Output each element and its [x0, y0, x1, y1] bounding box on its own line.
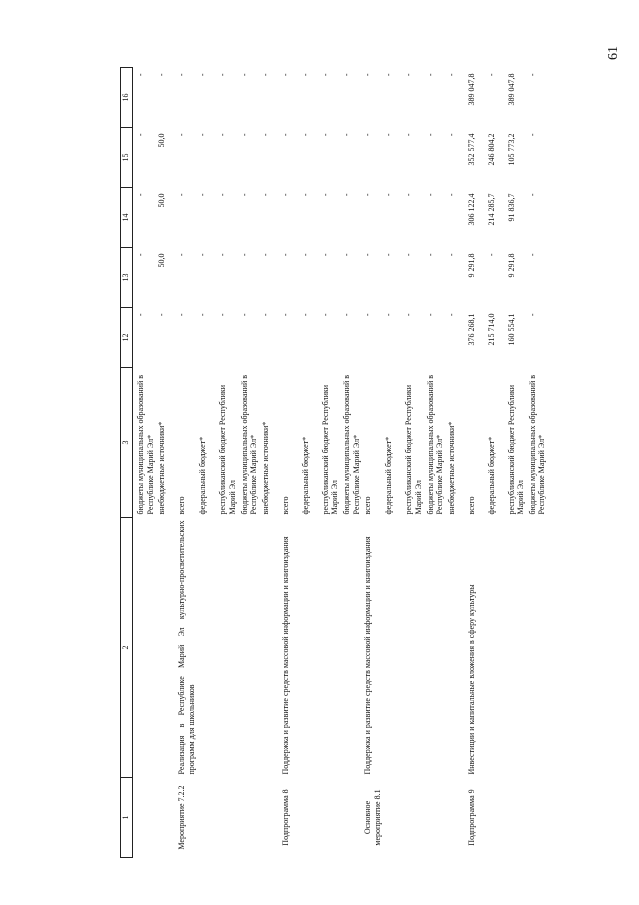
row-value-cell: -	[239, 313, 249, 317]
row-value-cell: 214 285,7	[486, 193, 496, 226]
row-value-cell: -	[425, 193, 435, 197]
row-code-cell	[217, 778, 238, 858]
row-value-cell: 389 047,8	[466, 73, 476, 106]
row-name-cell	[341, 518, 362, 778]
row-value-cell: -	[363, 253, 373, 257]
row-value-cell: 376 268,1	[466, 313, 476, 346]
row-code-cell	[446, 778, 466, 858]
row-value-cell: -	[527, 253, 537, 257]
row-source-cell: всего	[466, 496, 476, 515]
row-value-cell: -	[260, 133, 270, 137]
row-value-cell: -	[218, 193, 228, 197]
table-row	[239, 68, 260, 858]
row-value-cell: -	[384, 253, 394, 257]
row-source-cell: всего	[363, 496, 373, 515]
row-source-cell: всего	[280, 496, 290, 515]
table-row	[527, 68, 548, 858]
table-row	[156, 68, 176, 858]
row-value-cell: 306 122,4	[466, 193, 476, 226]
row-value-cell: -	[425, 253, 435, 257]
row-code-cell	[527, 778, 548, 858]
table-row	[320, 68, 341, 858]
row-value-cell: -	[198, 253, 208, 257]
row-value-cell: -	[260, 313, 270, 317]
row-value-cell: -	[280, 253, 290, 257]
row-value-cell: -	[280, 73, 290, 77]
row-value-cell: -	[446, 313, 456, 317]
row-name-cell: Реализация в Республике Марий Эл культурно-просветительских программ для школьников	[177, 520, 196, 775]
row-value-cell: 91 836,7	[506, 193, 516, 222]
row-value-cell: 246 804,2	[486, 133, 496, 166]
row-value-cell: -	[239, 73, 249, 77]
row-value-cell: -	[300, 73, 310, 77]
row-source-cell: республиканский бюджет Республики Марий Эл	[320, 384, 340, 515]
row-code-cell	[506, 778, 527, 858]
row-source-cell: всего	[177, 496, 187, 515]
row-code-cell	[300, 778, 320, 858]
row-value-cell: -	[218, 313, 228, 317]
row-code-cell: Подпрограмма 9	[466, 789, 476, 846]
row-value-cell: -	[239, 193, 249, 197]
table-row	[217, 68, 238, 858]
row-value-cell: -	[136, 193, 145, 197]
row-code-cell: Основное мероприятие 8.1	[363, 789, 382, 846]
row-value-cell: -	[157, 73, 167, 77]
row-value-cell: -	[198, 133, 208, 137]
row-value-cell: -	[300, 133, 310, 137]
row-value-cell: -	[486, 73, 496, 77]
row-code-cell	[260, 778, 280, 858]
header-col-14: 14	[121, 188, 133, 248]
row-source-cell: бюджеты муниципальных образований в Республике Марий Эл*	[527, 374, 547, 515]
row-value-cell: -	[280, 133, 290, 137]
table-row	[280, 68, 300, 858]
row-code-cell	[156, 778, 176, 858]
row-code-cell	[486, 778, 506, 858]
row-value-cell: -	[404, 313, 414, 317]
row-value-cell: -	[320, 133, 330, 137]
row-value-cell: -	[218, 253, 228, 257]
row-value-cell: -	[527, 133, 537, 137]
header-col-16: 16	[121, 68, 133, 128]
row-code-cell	[403, 778, 424, 858]
table-row	[506, 68, 527, 858]
header-col-3: 3	[121, 368, 133, 518]
table-row	[446, 68, 466, 858]
row-name-cell	[260, 518, 280, 778]
row-value-cell: -	[404, 73, 414, 77]
row-name-cell	[239, 518, 260, 778]
row-value-cell: -	[425, 73, 435, 77]
row-value-cell: -	[300, 253, 310, 257]
row-value-cell: -	[260, 253, 270, 257]
table-row	[486, 68, 506, 858]
row-name-cell	[156, 518, 176, 778]
row-code-cell	[239, 778, 260, 858]
row-value-cell: 50,0	[157, 133, 167, 148]
row-value-cell: -	[527, 73, 537, 77]
header-col-2: 2	[121, 518, 133, 778]
row-value-cell: -	[280, 313, 290, 317]
row-code-cell	[133, 778, 157, 858]
header-col-13: 13	[121, 248, 133, 308]
row-value-cell: -	[300, 313, 310, 317]
header-col-12: 12	[121, 308, 133, 368]
budget-table	[120, 67, 548, 858]
row-value-cell: -	[177, 133, 187, 137]
row-name-cell	[403, 518, 424, 778]
row-code-cell: Мероприятие 7.2.2	[177, 785, 187, 850]
row-value-cell: -	[384, 133, 394, 137]
row-value-cell: -	[404, 193, 414, 197]
row-name-cell	[133, 518, 157, 778]
row-value-cell: -	[320, 193, 330, 197]
row-value-cell: 105 773,2	[506, 133, 516, 166]
row-value-cell: -	[341, 73, 351, 77]
row-value-cell: -	[527, 313, 537, 317]
row-source-cell: бюджеты муниципальных образований в Республике Марий Эл*	[136, 374, 155, 515]
row-value-cell: -	[341, 133, 351, 137]
row-source-cell: республиканский бюджет Республики Марий Эл	[404, 384, 423, 515]
table-row	[466, 68, 486, 858]
row-name-cell: Поддержка и развитие средств массовой информации и книгоиздания	[280, 536, 290, 775]
row-code-cell	[341, 778, 362, 858]
row-value-cell: -	[198, 193, 208, 197]
row-value-cell: -	[425, 133, 435, 137]
table-row	[260, 68, 280, 858]
row-value-cell: 9 291,8	[466, 253, 476, 278]
row-source-cell: бюджеты муниципальных образований в Республике Марий Эл*	[341, 374, 361, 515]
row-value-cell: -	[260, 193, 270, 197]
row-source-cell: внебюджетные источники*	[260, 421, 270, 515]
header-col-1: 1	[121, 778, 133, 858]
row-value-cell: -	[446, 133, 456, 137]
row-value-cell: 160 554,1	[506, 313, 516, 346]
row-source-cell: бюджеты муниципальных образований в Республике Марий Эл*	[239, 374, 259, 515]
header-row	[121, 68, 133, 858]
row-value-cell: -	[384, 73, 394, 77]
row-value-cell: -	[363, 73, 373, 77]
row-name-cell	[486, 518, 506, 778]
row-source-cell: федеральный бюджет*	[486, 436, 496, 515]
row-source-cell: республиканский бюджет Республики Марий Эл	[218, 384, 237, 515]
table-row	[133, 68, 157, 858]
row-value-cell: -	[239, 133, 249, 137]
row-source-cell: федеральный бюджет*	[198, 436, 208, 515]
row-name-cell: Поддержка и развитие средств массовой информации и книгоиздания	[363, 536, 373, 775]
row-value-cell: -	[280, 193, 290, 197]
row-value-cell: 389 047,8	[506, 73, 516, 106]
row-source-cell: федеральный бюджет*	[300, 436, 310, 515]
row-value-cell: -	[404, 133, 414, 137]
row-value-cell: -	[446, 253, 456, 257]
row-source-cell: республиканский бюджет Республики Марий Эл	[506, 384, 526, 515]
row-code-cell	[320, 778, 341, 858]
row-value-cell: -	[177, 253, 187, 257]
row-name-cell	[383, 518, 403, 778]
row-value-cell: -	[157, 313, 167, 317]
row-value-cell: -	[527, 193, 537, 197]
row-value-cell: -	[260, 73, 270, 77]
row-value-cell: 215 714,0	[486, 313, 496, 346]
row-value-cell: -	[363, 133, 373, 137]
row-value-cell: -	[384, 193, 394, 197]
row-value-cell: -	[320, 73, 330, 77]
row-code-cell	[425, 778, 446, 858]
row-value-cell: -	[177, 73, 187, 77]
budget-table-container	[120, 68, 550, 858]
row-value-cell: -	[198, 313, 208, 317]
row-source-cell: внебюджетные источники*	[446, 421, 456, 515]
row-value-cell: -	[136, 313, 145, 317]
table-header	[121, 68, 133, 858]
row-value-cell: -	[239, 253, 249, 257]
table-row	[383, 68, 403, 858]
row-code-cell: Подпрограмма 8	[280, 789, 290, 846]
row-name-cell	[300, 518, 320, 778]
row-value-cell: -	[384, 313, 394, 317]
row-value-cell: -	[136, 253, 145, 257]
header-col-15: 15	[121, 128, 133, 188]
row-value-cell: -	[446, 193, 456, 197]
row-value-cell: 9 291,8	[506, 253, 516, 278]
row-value-cell: -	[404, 253, 414, 257]
table-row	[425, 68, 446, 858]
table-body	[133, 68, 549, 858]
row-value-cell: -	[177, 313, 187, 317]
row-value-cell: 352 577,4	[466, 133, 476, 166]
row-code-cell	[383, 778, 403, 858]
row-value-cell: -	[486, 253, 496, 257]
row-name-cell	[446, 518, 466, 778]
row-value-cell: 50,0	[157, 253, 167, 268]
row-value-cell: -	[363, 193, 373, 197]
row-value-cell: -	[218, 133, 228, 137]
row-value-cell: -	[218, 73, 228, 77]
row-value-cell: -	[363, 313, 373, 317]
row-name-cell	[217, 518, 238, 778]
row-name-cell	[425, 518, 446, 778]
row-value-cell: -	[446, 73, 456, 77]
table-row	[362, 68, 383, 858]
table-row	[341, 68, 362, 858]
table-row	[197, 68, 217, 858]
table-row	[176, 68, 197, 858]
row-value-cell: -	[341, 193, 351, 197]
row-value-cell: -	[136, 73, 145, 77]
row-value-cell: -	[320, 253, 330, 257]
row-name-cell	[197, 518, 217, 778]
page-number: 61	[606, 46, 621, 60]
row-name-cell	[527, 518, 548, 778]
row-name-cell: Инвестиции и капитальные вложения в сферу культуры	[466, 584, 476, 775]
row-value-cell: -	[320, 313, 330, 317]
row-name-cell	[320, 518, 341, 778]
row-code-cell	[197, 778, 217, 858]
row-source-cell: бюджеты муниципальных образований в Республике Марий Эл*	[425, 374, 445, 515]
row-value-cell: -	[341, 253, 351, 257]
row-value-cell: -	[198, 73, 208, 77]
row-value-cell: 50,0	[157, 193, 167, 208]
row-value-cell: -	[177, 193, 187, 197]
table-row	[300, 68, 320, 858]
row-value-cell: -	[136, 133, 145, 137]
table-row	[403, 68, 424, 858]
row-name-cell	[506, 518, 527, 778]
row-value-cell: -	[425, 313, 435, 317]
row-source-cell: федеральный бюджет*	[384, 436, 394, 515]
row-value-cell: -	[341, 313, 351, 317]
row-source-cell: внебюджетные источники*	[157, 421, 167, 515]
row-value-cell: -	[300, 193, 310, 197]
